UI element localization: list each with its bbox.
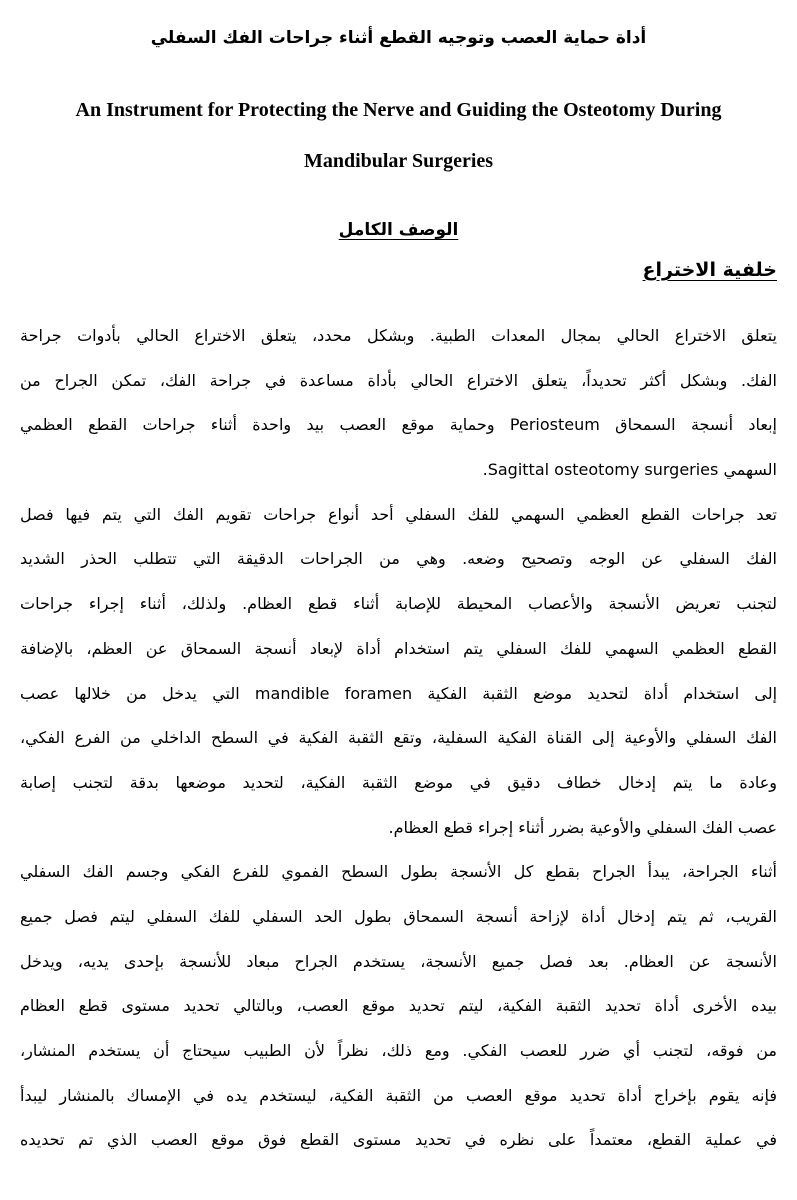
english-title-line-1: An Instrument for Protecting the Nerve and Guiding the Osteotomy During <box>75 99 722 121</box>
text-line: أثناء الجراحة، يبدأ الجراح بقطع كل الأنسجة بطول السطح الفموي للفرع الفكي وجسم الفك السفلي <box>20 862 777 882</box>
text-line: الفك. وبشكل أكثر تحديداً، يتعلق الاختراع الحالي بأداة مساعدة في جراحة الفك، تمكن الجراح من <box>20 370 777 390</box>
text-line: من فوقه، لتجنب أي ضرر للعصب الفكي. ومع ذلك، نظراً لأن الطبيب سيحتاج أن يستخدم المنشار، <box>20 1041 777 1060</box>
text-line: إبعاد أنسجة السمحاق Periosteum وحماية موقع العصب بيد واحدة أثناء جراحات القطع العظمي <box>20 415 777 435</box>
text-line: تعد جراحات القطع العظمي السهمي للفك السفلي أحد أنواع جراحات تقويم الفك التي يتم فيها فصل <box>20 504 777 524</box>
text-line: إلى استخدام أداة لتحديد موضع الثقبة الفكية mandible foramen التي يدخل من خلالها عصب <box>20 683 777 703</box>
text-line: وعادة ما يتم إدخال خطاف دقيق في موضع الثقبة الفكية، لتحديد موضعها بدقة لتجنب إصابة <box>20 772 777 792</box>
text-line: بيده الأخرى أداة تحديد الثقبة الفكية، ليتم تحديد موقع العصب، وبالتالي تحديد مستوى قطع العظام <box>20 996 777 1016</box>
background-heading: خلفية الاختراع <box>642 259 777 281</box>
english-title-line-2: Mandibular Surgeries <box>303 150 494 172</box>
text-line: فإنه يقوم بإخراج أداة تحديد موقع العصب من الثقبة الفكية، ليستخدم يده في الإمساك بالمنشار ليبدأ <box>20 1085 777 1105</box>
text-line: عصب الفك السفلي والأوعية بضرر أثناء إجراء قطع العظام. <box>388 817 777 837</box>
text-line: الفك السفلي والأوعية إلى القناة الفكية السفلية، وتقع الثقبة الفكية في السطح الداخلي من الفرع الفكي، <box>20 728 777 748</box>
text-line: القريب، ثم يتم إدخال أداة لإزاحة أنسجة السمحاق بطول الحد السفلي للفك السفلي ليتم فصل جميع <box>20 906 777 926</box>
text-line: في عملية القطع، معتمداً على نظره في تحديد مستوى القطع فوق موقع العصب الذي تم تحديده <box>20 1130 777 1150</box>
full-description-heading: الوصف الكامل <box>338 220 459 240</box>
text-line: الأنسجة عن العظام. بعد فصل جميع الأنسجة، يستخدم الجراح مبعاد للأنسجة بإحدى يديه، ويدخل <box>20 951 777 971</box>
text-line: القطع العظمي السهمي للفك السفلي يتم استخدام أداة لإبعاد أنسجة السمحاق عن العظم، بالإضافة <box>20 638 777 658</box>
text-line: لتجنب تعريض الأنسجة والأعصاب المحيطة للإصابة أثناء قطع العظام. ولذلك، أثناء إجراء جراحات <box>20 594 777 614</box>
text-line: الفك السفلي عن الوجه وتصحيح وضعه. وهي من الجراحات الدقيقة التي تتطلب الحذر الشديد <box>20 549 777 569</box>
text-line: يتعلق الاختراع الحالي بمجال المعدات الطبية. وبشكل محدد، يتعلق الاختراع الحالي بأدوات جراحة <box>20 326 777 345</box>
arabic-title: أداة حماية العصب وتوجيه القطع أثناء جراحات الفك السفلي <box>150 28 647 48</box>
text-line: السهمي Sagittal osteotomy surgeries. <box>482 460 777 480</box>
body-text <box>20 318 777 1167</box>
